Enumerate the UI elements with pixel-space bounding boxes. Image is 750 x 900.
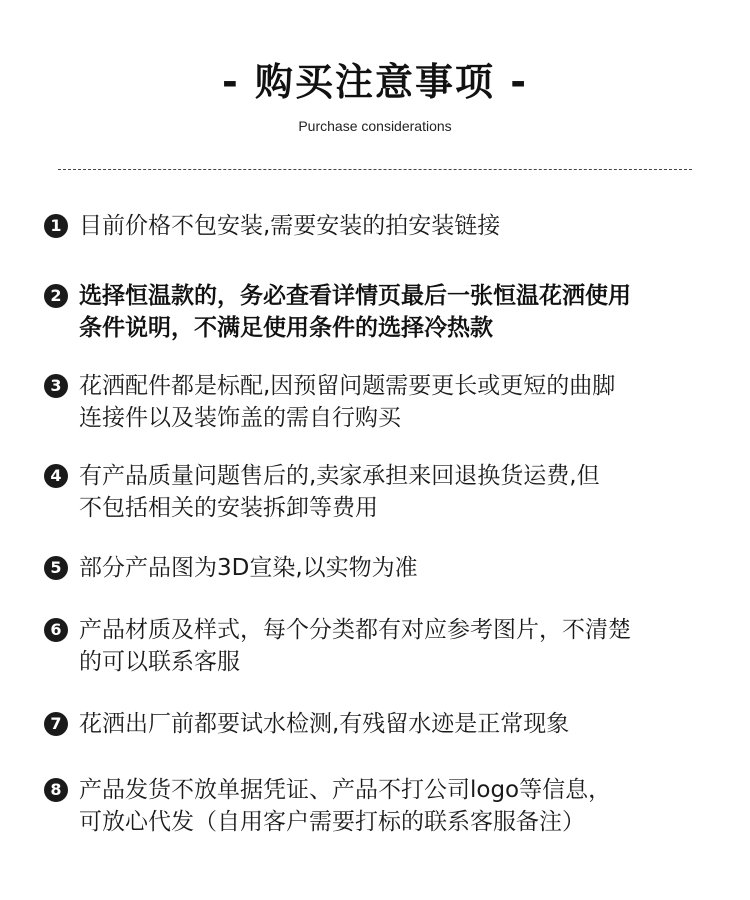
note-item-4	[44, 460, 704, 524]
number-badge-icon: 5	[44, 556, 68, 580]
note-text: 部分产品图为3D宣染,以实物为准	[79, 555, 418, 581]
note-text: 有产品质量问题售后的,卖家承担来回退换货运费,但 不包括相关的安装拆卸等费用	[79, 463, 600, 521]
note-text: 目前价格不包安装,需要安装的拍安装链接	[79, 213, 501, 239]
number-badge-icon: 6	[44, 618, 68, 642]
number-badge-icon: 1	[44, 214, 68, 238]
dashed-divider	[58, 169, 692, 170]
number-badge-icon: 2	[44, 284, 68, 308]
number-badge-icon: 7	[44, 712, 68, 736]
note-text: 选择恒温款的，务必查看详情页最后一张恒温花洒使用 条件说明，不满足使用条件的选择冷热款	[79, 283, 631, 341]
page-title: - 购买注意事项 -	[221, 60, 528, 104]
note-text: 花洒出厂前都要试水检测,有残留水迹是正常现象	[79, 711, 570, 737]
note-item-6	[44, 614, 704, 678]
note-item-5	[44, 552, 704, 584]
note-item-1	[44, 210, 704, 242]
note-item-8	[44, 774, 704, 838]
note-item-3	[44, 370, 704, 434]
note-text: 花洒配件都是标配,因预留问题需要更长或更短的曲脚 连接件以及装饰盖的需自行购买	[79, 373, 616, 431]
page-subtitle: Purchase considerations	[298, 118, 452, 134]
note-text: 产品发货不放单据凭证、产品不打公司logo等信息， 可放心代发（自用客户需要打标的联系客服备注）	[79, 777, 612, 835]
number-badge-icon: 4	[44, 464, 68, 488]
note-text: 产品材质及样式，每个分类都有对应参考图片，不清楚 的可以联系客服	[79, 617, 631, 675]
note-item-2	[44, 280, 704, 344]
note-item-7	[44, 708, 704, 740]
header	[0, 58, 750, 134]
number-badge-icon: 8	[44, 778, 68, 802]
number-badge-icon: 3	[44, 374, 68, 398]
